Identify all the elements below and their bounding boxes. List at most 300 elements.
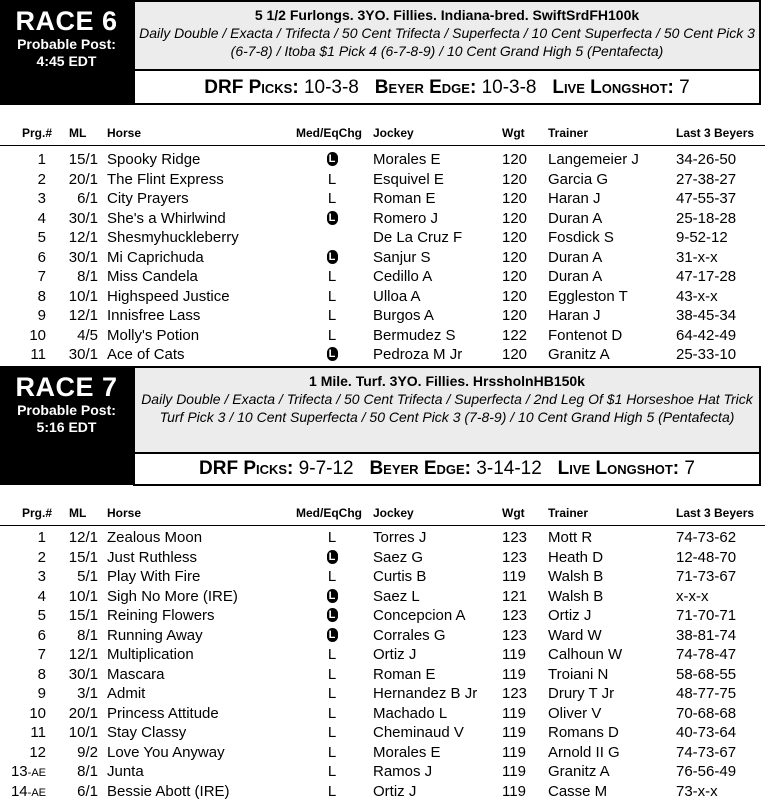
program-number: 1 (38, 151, 46, 168)
cell-wgt: 120 (502, 170, 527, 190)
race-badge (0, 366, 133, 485)
cell-wgt: 120 (502, 287, 527, 307)
program-number: 2 (38, 171, 46, 188)
table-row (0, 326, 765, 346)
cell-beyers: 74-73-62 (676, 528, 736, 548)
circled-l-icon: L (327, 628, 338, 642)
cell-trainer: Fosdick S (548, 228, 614, 248)
cell-horse: The Flint Express (107, 170, 224, 190)
cell-med: L (318, 287, 346, 307)
cell-horse: Miss Candela (107, 267, 198, 287)
col-prg: Prg.# (22, 126, 52, 140)
cell-horse: City Prayers (107, 189, 189, 209)
cell-horse: Admit (107, 684, 145, 704)
live-longshot-value: 7 (679, 77, 690, 98)
cell-ml: 30/1 (50, 209, 98, 229)
cell-prg (0, 606, 46, 626)
cell-wgt: 119 (502, 782, 526, 802)
cell-beyers: 34-26-50 (676, 150, 736, 170)
cell-beyers: 25-33-10 (676, 345, 736, 365)
cell-beyers: 48-77-75 (676, 684, 736, 704)
table-row (0, 723, 765, 743)
cell-trainer: Duran A (548, 248, 602, 268)
cell-med (318, 150, 346, 170)
cell-wgt: 119 (502, 762, 526, 782)
cell-trainer: Haran J (548, 189, 601, 209)
cell-med: L (318, 704, 346, 724)
cell-jockey: Pedroza M Jr (373, 345, 462, 365)
cell-ml: 10/1 (50, 287, 98, 307)
cell-wgt: 120 (502, 267, 527, 287)
col-prg: Prg.# (22, 506, 52, 520)
circled-l-icon: L (327, 152, 338, 166)
cell-horse: Play With Fire (107, 567, 200, 587)
program-number: 14 (11, 783, 28, 800)
cell-ml: 12/1 (50, 645, 98, 665)
program-number: 10 (29, 705, 46, 722)
beyer-edge-value: 3-14-12 (476, 458, 542, 479)
cell-beyers: 12-48-70 (676, 548, 736, 568)
probable-post-label: Probable Post: (0, 36, 133, 53)
cell-wgt: 119 (502, 665, 526, 685)
cell-horse: Princess Attitude (107, 704, 219, 724)
cell-beyers: 64-42-49 (676, 326, 736, 346)
cell-jockey: Curtis B (373, 567, 426, 587)
cell-ml: 15/1 (50, 548, 98, 568)
cell-ml: 15/1 (50, 606, 98, 626)
header-divider (0, 145, 765, 146)
cell-prg (0, 645, 46, 665)
cell-jockey: Burgos A (373, 306, 434, 326)
cell-jockey: Romero J (373, 209, 438, 229)
cell-wgt: 120 (502, 248, 527, 268)
program-number: 3 (38, 568, 46, 585)
cell-med: L (318, 665, 346, 685)
drf-picks-value: 10-3-8 (304, 77, 359, 98)
table-row (0, 665, 765, 685)
cell-trainer: Oliver V (548, 704, 601, 724)
cell-trainer: Langemeier J (548, 150, 639, 170)
table-row (0, 626, 765, 646)
cell-ml: 8/1 (50, 762, 98, 782)
cell-prg (0, 248, 46, 268)
cell-ml: 12/1 (50, 528, 98, 548)
cell-beyers: 40-73-64 (676, 723, 736, 743)
cell-jockey: Morales E (373, 743, 441, 763)
cell-med (318, 548, 346, 568)
cell-med: L (318, 189, 346, 209)
cell-beyers: 47-17-28 (676, 267, 736, 287)
race-info-box (133, 366, 761, 454)
cell-beyers: 71-70-71 (676, 606, 736, 626)
program-number: 5 (38, 607, 46, 624)
cell-prg (0, 267, 46, 287)
cell-prg (0, 528, 46, 548)
cell-horse: Multiplication (107, 645, 194, 665)
cell-beyers: 27-38-27 (676, 170, 736, 190)
cell-beyers: 74-73-67 (676, 743, 736, 763)
cell-med: L (318, 743, 346, 763)
cell-horse: Just Ruthless (107, 548, 197, 568)
cell-horse: Spooky Ridge (107, 150, 200, 170)
col-trainer: Trainer (548, 506, 588, 520)
program-number: 10 (29, 327, 46, 344)
cell-prg (0, 345, 46, 365)
col-wgt: Wgt (502, 126, 525, 140)
col-med: Med/EqChg (296, 506, 362, 520)
cell-horse: Love You Anyway (107, 743, 225, 763)
program-number: 7 (38, 268, 46, 285)
col-horse: Horse (107, 506, 141, 520)
cell-trainer: Garcia G (548, 170, 608, 190)
cell-trainer: Walsh B (548, 587, 603, 607)
program-number: 9 (38, 307, 46, 324)
cell-beyers: 9-52-12 (676, 228, 728, 248)
cell-wgt: 120 (502, 189, 527, 209)
cell-trainer: Duran A (548, 267, 602, 287)
cell-wgt: 120 (502, 306, 527, 326)
drf-picks-label: DRF Picks: (199, 458, 293, 479)
col-beyers: Last 3 Beyers (676, 506, 754, 520)
program-number: 1 (38, 529, 46, 546)
cell-jockey: Esquivel E (373, 170, 444, 190)
cell-beyers: 43-x-x (676, 287, 718, 307)
cell-trainer: Romans D (548, 723, 619, 743)
col-jockey: Jockey (373, 506, 414, 520)
cell-horse: Innisfree Lass (107, 306, 200, 326)
cell-trainer: Duran A (548, 209, 602, 229)
cell-jockey: Ramos J (373, 762, 432, 782)
cell-med: L (318, 684, 346, 704)
cell-beyers: 38-45-34 (676, 306, 736, 326)
cell-jockey: Hernandez B Jr (373, 684, 477, 704)
cell-horse: Ace of Cats (107, 345, 185, 365)
race-number: RACE 7 (0, 372, 133, 402)
cell-prg (0, 170, 46, 190)
table-row (0, 567, 765, 587)
cell-prg (0, 189, 46, 209)
cell-ml: 20/1 (50, 704, 98, 724)
cell-trainer: Arnold II G (548, 743, 620, 763)
cell-prg (0, 326, 46, 346)
race-wagers: Daily Double / Exacta / Trifecta / 50 Cent Trifecta / Superfecta / 10 Cent Superfecta / 50 Cent Pick 3 (6-7-8) / Itoba $1 Pick 4 (6-7-8-9) / 10 Cent Grand High 5 (Pentafecta) (135, 24, 759, 60)
program-number: 8 (38, 288, 46, 305)
live-longshot-value: 7 (684, 458, 695, 479)
program-number: 8 (38, 666, 46, 683)
cell-med: L (318, 170, 346, 190)
cell-trainer: Ortiz J (548, 606, 591, 626)
cell-med: L (318, 306, 346, 326)
race-picks (133, 454, 761, 486)
table-row (0, 306, 765, 326)
cell-jockey: Roman E (373, 665, 436, 685)
cell-horse: Zealous Moon (107, 528, 202, 548)
cell-ml: 15/1 (50, 150, 98, 170)
col-wgt: Wgt (502, 506, 525, 520)
cell-jockey: De La Cruz F (373, 228, 462, 248)
program-number: 2 (38, 549, 46, 566)
header-divider (0, 525, 765, 526)
circled-l-icon: L (327, 347, 338, 361)
table-row (0, 150, 765, 170)
cell-jockey: Concepcion A (373, 606, 466, 626)
cell-prg (0, 762, 46, 784)
also-eligible-tag: -AE (28, 787, 46, 799)
cell-wgt: 120 (502, 345, 527, 365)
program-number: 7 (38, 646, 46, 663)
cell-ml: 3/1 (50, 684, 98, 704)
circled-l-icon: L (327, 589, 338, 603)
cell-horse: Molly's Potion (107, 326, 199, 346)
cell-med: L (318, 723, 346, 743)
cell-wgt: 119 (502, 567, 526, 587)
cell-prg (0, 587, 46, 607)
table-row (0, 228, 765, 248)
program-number: 11 (30, 724, 46, 741)
cell-horse: Bessie Abott (IRE) (107, 782, 230, 802)
program-number: 12 (29, 744, 46, 761)
cell-ml: 9/2 (50, 743, 98, 763)
cell-ml: 30/1 (50, 248, 98, 268)
cell-jockey: Cheminaud V (373, 723, 464, 743)
cell-wgt: 119 (502, 723, 526, 743)
cell-med: L (318, 782, 346, 802)
drf-picks-value: 9-7-12 (299, 458, 354, 479)
cell-horse: Shesmyhuckleberry (107, 228, 239, 248)
cell-ml: 8/1 (50, 626, 98, 646)
cell-med: L (318, 762, 346, 782)
post-time: 4:45 EDT (0, 53, 133, 70)
cell-jockey: Ortiz J (373, 782, 416, 802)
col-beyers: Last 3 Beyers (676, 126, 754, 140)
cell-wgt: 120 (502, 150, 527, 170)
cell-beyers: 25-18-28 (676, 209, 736, 229)
col-jockey: Jockey (373, 126, 414, 140)
cell-horse: Stay Classy (107, 723, 186, 743)
also-eligible-tag: -AE (28, 767, 46, 779)
program-number: 3 (38, 190, 46, 207)
program-number: 6 (38, 627, 46, 644)
cell-jockey: Ulloa A (373, 287, 421, 307)
cell-jockey: Corrales G (373, 626, 446, 646)
cell-beyers: 71-73-67 (676, 567, 736, 587)
cell-trainer: Fontenot D (548, 326, 622, 346)
cell-prg (0, 209, 46, 229)
table-row (0, 248, 765, 268)
cell-med (318, 626, 346, 646)
cell-wgt: 120 (502, 228, 527, 248)
race-picks (133, 71, 761, 105)
cell-beyers: 76-56-49 (676, 762, 736, 782)
cell-horse: Running Away (107, 626, 203, 646)
cell-beyers: 58-68-55 (676, 665, 736, 685)
table-row (0, 548, 765, 568)
table-row (0, 606, 765, 626)
cell-trainer: Ward W (548, 626, 602, 646)
race-conditions: 1 Mile. Turf. 3YO. Fillies. HrssholnHB150k (135, 368, 759, 390)
cell-wgt: 123 (502, 626, 527, 646)
cell-ml: 10/1 (50, 723, 98, 743)
table-row (0, 782, 765, 802)
race-info-box (133, 0, 761, 71)
program-number: 5 (38, 229, 46, 246)
cell-med (318, 587, 346, 607)
cell-wgt: 119 (502, 645, 526, 665)
cell-horse: She's a Whirlwind (107, 209, 226, 229)
cell-med: L (318, 567, 346, 587)
program-number: 13 (11, 763, 28, 780)
cell-ml: 10/1 (50, 587, 98, 607)
cell-trainer: Calhoun W (548, 645, 622, 665)
race-wagers: Daily Double / Exacta / Trifecta / 50 Cent Trifecta / Superfecta / 2nd Leg Of $1 Horseshoe Hat Trick Turf Pick 3 / 10 Cent Superfecta / 50 Cent Pick 3 (7-8-9) / 10 Cent Grand High 5 (Pentafecta) (135, 390, 759, 426)
cell-ml: 4/5 (50, 326, 98, 346)
cell-prg (0, 548, 46, 568)
program-number: 6 (38, 249, 46, 266)
cell-horse: Junta (107, 762, 144, 782)
program-number: 4 (38, 210, 46, 227)
table-row (0, 170, 765, 190)
cell-med (318, 248, 346, 268)
cell-beyers: 47-55-37 (676, 189, 736, 209)
cell-prg (0, 150, 46, 170)
col-trainer: Trainer (548, 126, 588, 140)
cell-beyers: 31-x-x (676, 248, 718, 268)
cell-beyers: 70-68-68 (676, 704, 736, 724)
cell-wgt: 121 (502, 587, 527, 607)
cell-jockey: Roman E (373, 189, 436, 209)
cell-jockey: Saez G (373, 548, 423, 568)
cell-trainer: Eggleston T (548, 287, 628, 307)
cell-wgt: 123 (502, 528, 527, 548)
cell-prg (0, 704, 46, 724)
table-row (0, 762, 765, 782)
table-row (0, 345, 765, 365)
cell-ml: 30/1 (50, 665, 98, 685)
cell-trainer: Troiani N (548, 665, 608, 685)
cell-prg (0, 306, 46, 326)
cell-jockey: Sanjur S (373, 248, 431, 268)
cell-jockey: Saez L (373, 587, 420, 607)
cell-wgt: 120 (502, 209, 527, 229)
race-conditions: 5 1/2 Furlongs. 3YO. Fillies. Indiana-bred. SwiftSrdFH100k (135, 2, 759, 24)
beyer-edge-value: 10-3-8 (482, 77, 537, 98)
cell-ml: 6/1 (50, 782, 98, 802)
cell-prg (0, 684, 46, 704)
circled-l-icon: L (327, 608, 338, 622)
col-ml: ML (69, 126, 86, 140)
program-number: 11 (30, 346, 46, 363)
cell-med: L (318, 326, 346, 346)
cell-trainer: Mott R (548, 528, 592, 548)
cell-horse: Sigh No More (IRE) (107, 587, 238, 607)
cell-jockey: Cedillo A (373, 267, 432, 287)
col-med: Med/EqChg (296, 126, 362, 140)
cell-wgt: 119 (502, 743, 526, 763)
cell-ml: 8/1 (50, 267, 98, 287)
col-ml: ML (69, 506, 86, 520)
cell-prg (0, 287, 46, 307)
drf-picks-label: DRF Picks: (204, 77, 298, 98)
cell-ml: 12/1 (50, 228, 98, 248)
table-row (0, 189, 765, 209)
cell-med: L (318, 267, 346, 287)
cell-wgt: 122 (502, 326, 527, 346)
cell-ml: 20/1 (50, 170, 98, 190)
program-number: 4 (38, 588, 46, 605)
cell-med: L (318, 645, 346, 665)
table-row (0, 645, 765, 665)
table-row (0, 684, 765, 704)
cell-wgt: 119 (502, 704, 526, 724)
cell-beyers: x-x-x (676, 587, 709, 607)
cell-trainer: Heath D (548, 548, 603, 568)
circled-l-icon: L (327, 550, 338, 564)
cell-prg (0, 665, 46, 685)
cell-prg (0, 723, 46, 743)
table-row (0, 209, 765, 229)
circled-l-icon: L (327, 250, 338, 264)
beyer-edge-label: Beyer Edge: (369, 458, 471, 479)
cell-ml: 12/1 (50, 306, 98, 326)
table-row (0, 287, 765, 307)
cell-wgt: 123 (502, 606, 527, 626)
table-row (0, 587, 765, 607)
post-time: 5:16 EDT (0, 419, 133, 436)
cell-trainer: Casse M (548, 782, 607, 802)
live-longshot-label: Live Longshot: (552, 77, 674, 98)
cell-horse: Mi Caprichuda (107, 248, 204, 268)
cell-trainer: Granitz A (548, 762, 610, 782)
cell-beyers: 74-78-47 (676, 645, 736, 665)
cell-ml: 6/1 (50, 189, 98, 209)
cell-jockey: Ortiz J (373, 645, 416, 665)
cell-ml: 5/1 (50, 567, 98, 587)
table-row (0, 704, 765, 724)
cell-beyers: 73-x-x (676, 782, 718, 802)
cell-jockey: Torres J (373, 528, 426, 548)
table-row (0, 743, 765, 763)
cell-trainer: Walsh B (548, 567, 603, 587)
cell-horse: Highspeed Justice (107, 287, 230, 307)
cell-med: L (318, 528, 346, 548)
race-number: RACE 6 (0, 6, 133, 36)
circled-l-icon: L (327, 211, 338, 225)
cell-jockey: Morales E (373, 150, 441, 170)
cell-med (318, 209, 346, 229)
cell-jockey: Machado L (373, 704, 447, 724)
col-horse: Horse (107, 126, 141, 140)
beyer-edge-label: Beyer Edge: (375, 77, 477, 98)
cell-wgt: 123 (502, 684, 527, 704)
cell-prg (0, 567, 46, 587)
program-number: 9 (38, 685, 46, 702)
cell-trainer: Granitz A (548, 345, 610, 365)
race-badge (0, 0, 133, 105)
cell-trainer: Haran J (548, 306, 601, 326)
cell-prg (0, 626, 46, 646)
live-longshot-label: Live Longshot: (558, 458, 680, 479)
cell-jockey: Bermudez S (373, 326, 456, 346)
table-row (0, 528, 765, 548)
cell-prg (0, 743, 46, 763)
cell-trainer: Drury T Jr (548, 684, 614, 704)
cell-ml: 30/1 (50, 345, 98, 365)
cell-horse: Reining Flowers (107, 606, 215, 626)
cell-horse: Mascara (107, 665, 165, 685)
cell-med (318, 606, 346, 626)
cell-wgt: 123 (502, 548, 527, 568)
table-row (0, 267, 765, 287)
